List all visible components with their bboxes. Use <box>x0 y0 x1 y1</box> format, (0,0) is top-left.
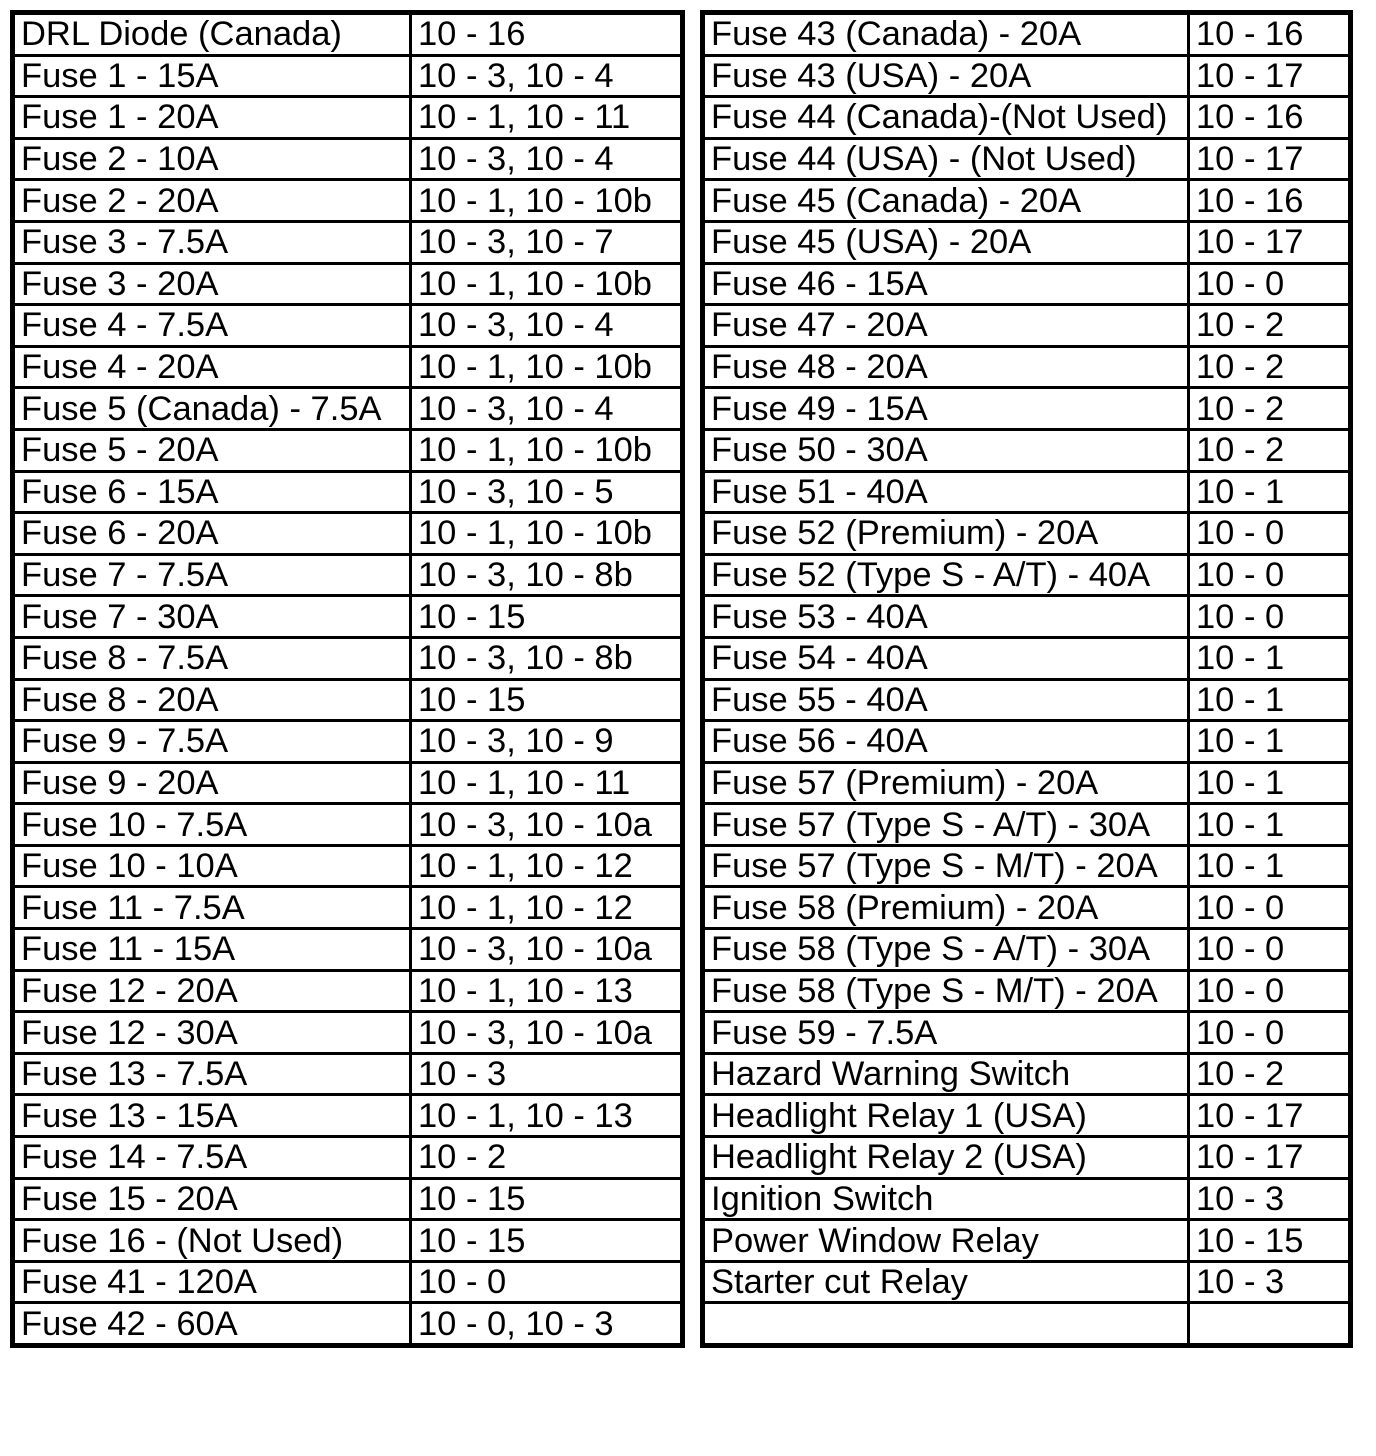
component-cell: Fuse 8 - 7.5A <box>13 637 411 679</box>
page-reference-cell: 10 - 0 <box>1189 263 1351 305</box>
page-reference-cell: 10 - 1, 10 - 13 <box>411 970 683 1012</box>
page-reference-cell: 10 - 16 <box>1189 97 1351 139</box>
component-cell: Power Window Relay <box>703 1220 1189 1262</box>
page-reference-cell: 10 - 3, 10 - 4 <box>411 388 683 430</box>
table-row <box>703 845 1351 887</box>
table-row <box>13 388 683 430</box>
component-cell: Starter cut Relay <box>703 1261 1189 1303</box>
table-row <box>13 55 683 97</box>
table-row <box>703 180 1351 222</box>
component-cell: Fuse 1 - 15A <box>13 55 411 97</box>
component-cell: Fuse 57 (Type S - A/T) - 30A <box>703 804 1189 846</box>
page-reference-cell: 10 - 0 <box>1189 1012 1351 1054</box>
component-cell: Fuse 47 - 20A <box>703 305 1189 347</box>
page-reference-cell: 10 - 2 <box>1189 388 1351 430</box>
table-row <box>13 721 683 763</box>
table-row <box>703 1012 1351 1054</box>
component-cell: Fuse 57 (Premium) - 20A <box>703 762 1189 804</box>
page-reference-cell: 10 - 3, 10 - 9 <box>411 721 683 763</box>
table-row <box>13 13 683 56</box>
table-row <box>703 305 1351 347</box>
component-cell: Fuse 10 - 7.5A <box>13 804 411 846</box>
component-cell: Fuse 45 (USA) - 20A <box>703 221 1189 263</box>
page-reference-cell: 10 - 1, 10 - 11 <box>411 97 683 139</box>
component-cell: Fuse 44 (Canada)-(Not Used) <box>703 97 1189 139</box>
component-cell: Fuse 55 - 40A <box>703 679 1189 721</box>
component-cell: Hazard Warning Switch <box>703 1053 1189 1095</box>
page-reference-cell: 10 - 3 <box>1189 1261 1351 1303</box>
table-row <box>703 97 1351 139</box>
page-reference-cell: 10 - 17 <box>1189 1137 1351 1179</box>
table-row <box>703 679 1351 721</box>
component-cell: Fuse 52 (Premium) - 20A <box>703 513 1189 555</box>
table-row <box>13 637 683 679</box>
page-reference-cell: 10 - 15 <box>1189 1220 1351 1262</box>
page-reference-cell: 10 - 0 <box>1189 929 1351 971</box>
table-row <box>703 1053 1351 1095</box>
table-row <box>703 1220 1351 1262</box>
page-reference-cell: 10 - 3, 10 - 10a <box>411 804 683 846</box>
table-row <box>13 1303 683 1346</box>
table-row <box>703 970 1351 1012</box>
page-reference-cell: 10 - 3, 10 - 4 <box>411 305 683 347</box>
component-cell: Fuse 58 (Premium) - 20A <box>703 887 1189 929</box>
page-reference-cell: 10 - 3, 10 - 4 <box>411 138 683 180</box>
component-cell <box>703 1303 1189 1346</box>
component-cell: Fuse 49 - 15A <box>703 388 1189 430</box>
table-row <box>13 762 683 804</box>
page-reference-cell: 10 - 2 <box>411 1137 683 1179</box>
component-cell: Headlight Relay 2 (USA) <box>703 1137 1189 1179</box>
page-reference-cell: 10 - 3, 10 - 7 <box>411 221 683 263</box>
component-cell: Fuse 50 - 30A <box>703 429 1189 471</box>
page-reference-cell: 10 - 3, 10 - 10a <box>411 1012 683 1054</box>
component-cell: Fuse 7 - 7.5A <box>13 554 411 596</box>
table-row <box>703 13 1351 56</box>
page-reference-cell: 10 - 3, 10 - 4 <box>411 55 683 97</box>
component-cell: Fuse 11 - 15A <box>13 929 411 971</box>
table-row <box>703 513 1351 555</box>
component-index-table-left <box>10 10 685 1348</box>
component-cell: Fuse 12 - 30A <box>13 1012 411 1054</box>
page-reference-cell: 10 - 1, 10 - 12 <box>411 887 683 929</box>
page-reference-cell: 10 - 1 <box>1189 845 1351 887</box>
component-cell: Fuse 3 - 7.5A <box>13 221 411 263</box>
page-reference-cell: 10 - 17 <box>1189 138 1351 180</box>
page-reference-cell: 10 - 17 <box>1189 1095 1351 1137</box>
component-cell: Fuse 12 - 20A <box>13 970 411 1012</box>
page-reference-cell: 10 - 1, 10 - 10b <box>411 513 683 555</box>
page-reference-cell: 10 - 2 <box>1189 346 1351 388</box>
table-row <box>703 471 1351 513</box>
component-cell: Fuse 42 - 60A <box>13 1303 411 1346</box>
component-cell: Fuse 2 - 20A <box>13 180 411 222</box>
table-row <box>13 1220 683 1262</box>
component-cell: Fuse 8 - 20A <box>13 679 411 721</box>
component-cell: Fuse 53 - 40A <box>703 596 1189 638</box>
table-row <box>703 138 1351 180</box>
page-reference-cell: 10 - 3 <box>411 1053 683 1095</box>
component-cell: DRL Diode (Canada) <box>13 13 411 56</box>
component-cell: Fuse 48 - 20A <box>703 346 1189 388</box>
table-row <box>703 804 1351 846</box>
table-row <box>703 554 1351 596</box>
table-row <box>703 429 1351 471</box>
component-cell: Fuse 58 (Type S - M/T) - 20A <box>703 970 1189 1012</box>
table-row <box>703 596 1351 638</box>
table-row <box>703 721 1351 763</box>
table-row <box>13 1053 683 1095</box>
table-row <box>13 513 683 555</box>
table-row <box>13 1137 683 1179</box>
page-reference-cell: 10 - 1 <box>1189 637 1351 679</box>
table-row <box>703 55 1351 97</box>
component-cell: Fuse 57 (Type S - M/T) - 20A <box>703 845 1189 887</box>
page-reference-cell: 10 - 0 <box>1189 596 1351 638</box>
page-reference-cell: 10 - 15 <box>411 1178 683 1220</box>
component-cell: Fuse 2 - 10A <box>13 138 411 180</box>
table-row <box>703 1261 1351 1303</box>
page-reference-cell: 10 - 16 <box>1189 180 1351 222</box>
table-row <box>13 679 683 721</box>
component-cell: Fuse 6 - 20A <box>13 513 411 555</box>
component-cell: Fuse 54 - 40A <box>703 637 1189 679</box>
page-reference-cell: 10 - 3, 10 - 10a <box>411 929 683 971</box>
page-reference-cell: 10 - 1, 10 - 10b <box>411 180 683 222</box>
page-reference-cell: 10 - 0 <box>1189 554 1351 596</box>
component-cell: Fuse 4 - 20A <box>13 346 411 388</box>
table-row <box>13 1178 683 1220</box>
page-reference-cell: 10 - 0 <box>1189 887 1351 929</box>
page-reference-cell: 10 - 0 <box>1189 970 1351 1012</box>
component-cell: Fuse 43 (Canada) - 20A <box>703 13 1189 56</box>
table-row <box>13 929 683 971</box>
component-cell: Fuse 3 - 20A <box>13 263 411 305</box>
table-row <box>703 1303 1351 1346</box>
component-cell: Fuse 4 - 7.5A <box>13 305 411 347</box>
table-row <box>703 346 1351 388</box>
component-cell: Fuse 13 - 7.5A <box>13 1053 411 1095</box>
page-reference-cell: 10 - 16 <box>1189 13 1351 56</box>
page-reference-cell: 10 - 1 <box>1189 471 1351 513</box>
table-row <box>703 887 1351 929</box>
component-cell: Fuse 56 - 40A <box>703 721 1189 763</box>
table-row <box>703 221 1351 263</box>
table-row <box>703 637 1351 679</box>
table-row <box>13 346 683 388</box>
component-cell: Fuse 10 - 10A <box>13 845 411 887</box>
page-reference-cell: 10 - 3, 10 - 8b <box>411 554 683 596</box>
table-row <box>13 596 683 638</box>
table-row <box>13 845 683 887</box>
table-row <box>13 554 683 596</box>
page-reference-cell: 10 - 2 <box>1189 1053 1351 1095</box>
table-row <box>703 263 1351 305</box>
page-reference-cell: 10 - 16 <box>411 13 683 56</box>
component-cell: Fuse 5 - 20A <box>13 429 411 471</box>
page-reference-cell: 10 - 17 <box>1189 55 1351 97</box>
component-cell: Fuse 51 - 40A <box>703 471 1189 513</box>
component-cell: Fuse 43 (USA) - 20A <box>703 55 1189 97</box>
page-reference-cell: 10 - 1, 10 - 10b <box>411 346 683 388</box>
component-cell: Fuse 41 - 120A <box>13 1261 411 1303</box>
page-reference-cell: 10 - 0, 10 - 3 <box>411 1303 683 1346</box>
page-reference-cell: 10 - 1, 10 - 10b <box>411 429 683 471</box>
component-cell: Fuse 45 (Canada) - 20A <box>703 180 1189 222</box>
table-row <box>13 97 683 139</box>
table-row <box>13 887 683 929</box>
table-row <box>703 1137 1351 1179</box>
page-reference-cell: 10 - 1, 10 - 11 <box>411 762 683 804</box>
component-cell: Fuse 15 - 20A <box>13 1178 411 1220</box>
page-reference-cell: 10 - 1, 10 - 13 <box>411 1095 683 1137</box>
table-row <box>13 1095 683 1137</box>
component-cell: Fuse 9 - 20A <box>13 762 411 804</box>
table-row <box>13 1261 683 1303</box>
table-row <box>13 970 683 1012</box>
table-row <box>13 804 683 846</box>
table-row <box>13 471 683 513</box>
component-cell: Fuse 1 - 20A <box>13 97 411 139</box>
page-reference-cell: 10 - 1 <box>1189 762 1351 804</box>
page-reference-cell: 10 - 3, 10 - 8b <box>411 637 683 679</box>
table-row <box>13 1012 683 1054</box>
page-reference-cell: 10 - 0 <box>1189 513 1351 555</box>
page-reference-cell <box>1189 1303 1351 1346</box>
page-reference-cell: 10 - 2 <box>1189 429 1351 471</box>
table-row <box>13 221 683 263</box>
page-reference-cell: 10 - 1, 10 - 12 <box>411 845 683 887</box>
page-reference-cell: 10 - 15 <box>411 596 683 638</box>
page-reference-cell: 10 - 15 <box>411 679 683 721</box>
page-reference-cell: 10 - 17 <box>1189 221 1351 263</box>
page-reference-cell: 10 - 15 <box>411 1220 683 1262</box>
table-row <box>703 762 1351 804</box>
component-cell: Ignition Switch <box>703 1178 1189 1220</box>
table-row <box>13 429 683 471</box>
component-cell: Fuse 46 - 15A <box>703 263 1189 305</box>
page-reference-cell: 10 - 1, 10 - 10b <box>411 263 683 305</box>
component-cell: Fuse 7 - 30A <box>13 596 411 638</box>
component-cell: Fuse 16 - (Not Used) <box>13 1220 411 1262</box>
page-reference-cell: 10 - 2 <box>1189 305 1351 347</box>
component-cell: Fuse 14 - 7.5A <box>13 1137 411 1179</box>
page-reference-cell: 10 - 1 <box>1189 804 1351 846</box>
table-row <box>703 388 1351 430</box>
component-cell: Fuse 9 - 7.5A <box>13 721 411 763</box>
table-row <box>703 929 1351 971</box>
component-cell: Fuse 5 (Canada) - 7.5A <box>13 388 411 430</box>
component-cell: Fuse 11 - 7.5A <box>13 887 411 929</box>
component-cell: Fuse 6 - 15A <box>13 471 411 513</box>
page-reference-cell: 10 - 1 <box>1189 679 1351 721</box>
table-row <box>13 138 683 180</box>
component-cell: Fuse 44 (USA) - (Not Used) <box>703 138 1189 180</box>
page-reference-cell: 10 - 3, 10 - 5 <box>411 471 683 513</box>
table-row <box>703 1095 1351 1137</box>
component-cell: Fuse 13 - 15A <box>13 1095 411 1137</box>
component-cell: Headlight Relay 1 (USA) <box>703 1095 1189 1137</box>
page-reference-cell: 10 - 1 <box>1189 721 1351 763</box>
component-cell: Fuse 58 (Type S - A/T) - 30A <box>703 929 1189 971</box>
table-row <box>13 263 683 305</box>
component-index-table-right <box>700 10 1353 1348</box>
table-row <box>703 1178 1351 1220</box>
table-row <box>13 180 683 222</box>
component-cell: Fuse 59 - 7.5A <box>703 1012 1189 1054</box>
page-reference-cell: 10 - 3 <box>1189 1178 1351 1220</box>
page-reference-cell: 10 - 0 <box>411 1261 683 1303</box>
component-cell: Fuse 52 (Type S - A/T) - 40A <box>703 554 1189 596</box>
table-row <box>13 305 683 347</box>
